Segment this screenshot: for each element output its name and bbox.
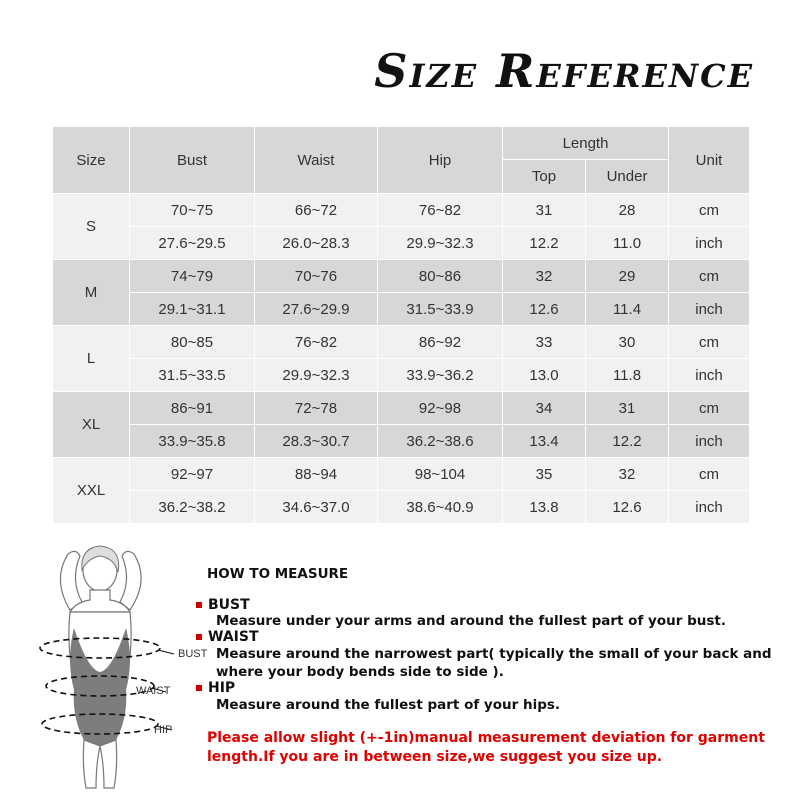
table-cell: 76~82	[255, 326, 378, 359]
table-cell: 34.6~37.0	[255, 491, 378, 524]
waist-section-title	[196, 629, 259, 645]
table-cell: 31.5~33.5	[130, 359, 255, 392]
table-cell: inch	[669, 359, 750, 392]
size-table	[52, 126, 750, 524]
table-row	[53, 260, 750, 293]
header-top: Top	[503, 160, 586, 194]
table-cell: inch	[669, 425, 750, 458]
header-bust: Bust	[130, 127, 255, 194]
table-cell: 70~75	[130, 194, 255, 227]
table-cell: 29.1~31.1	[130, 293, 255, 326]
size-cell: XL	[53, 392, 130, 458]
table-cell: 11.0	[586, 227, 669, 260]
table-row	[53, 227, 750, 260]
table-cell: 12.2	[503, 227, 586, 260]
table-cell: 28	[586, 194, 669, 227]
body-silhouette-icon	[30, 540, 210, 790]
table-row	[53, 425, 750, 458]
table-cell: 38.6~40.9	[378, 491, 503, 524]
waist-title-text: WAIST	[208, 629, 259, 645]
table-row	[53, 359, 750, 392]
page-title: Size Reference	[374, 44, 754, 98]
table-cell: cm	[669, 194, 750, 227]
table-cell: cm	[669, 392, 750, 425]
table-cell: 31.5~33.9	[378, 293, 503, 326]
table-cell: 31	[503, 194, 586, 227]
table-row	[53, 491, 750, 524]
table-cell: 86~91	[130, 392, 255, 425]
size-cell: S	[53, 194, 130, 260]
bust-description: Measure under your arms and around the fullest part of your bust.	[216, 613, 726, 629]
table-cell: 34	[503, 392, 586, 425]
table-row	[53, 293, 750, 326]
table-cell: 66~72	[255, 194, 378, 227]
size-cell: XXL	[53, 458, 130, 524]
size-cell: L	[53, 326, 130, 392]
table-cell: 12.2	[586, 425, 669, 458]
table-cell: 72~78	[255, 392, 378, 425]
hip-title-text: HIP	[208, 680, 236, 696]
table-cell: 32	[503, 260, 586, 293]
header-hip: Hip	[378, 127, 503, 194]
waist-description: Measure around the narrowest part( typically the small of your back and where your body bends side to side ).	[216, 646, 772, 680]
table-cell: 32	[586, 458, 669, 491]
table-cell: 86~92	[378, 326, 503, 359]
table-cell: inch	[669, 491, 750, 524]
table-cell: 36.2~38.2	[130, 491, 255, 524]
table-cell: 33.9~36.2	[378, 359, 503, 392]
table-cell: 36.2~38.6	[378, 425, 503, 458]
table-cell: 33.9~35.8	[130, 425, 255, 458]
table-cell: 11.4	[586, 293, 669, 326]
header-waist: Waist	[255, 127, 378, 194]
waist-label: WAIST	[136, 685, 171, 697]
table-cell: 13.0	[503, 359, 586, 392]
bust-section-title	[196, 597, 250, 613]
table-row	[53, 458, 750, 491]
table-cell: 26.0~28.3	[255, 227, 378, 260]
size-cell: M	[53, 260, 130, 326]
hip-section-title	[196, 680, 235, 696]
header-unit: Unit	[669, 127, 750, 194]
table-cell: cm	[669, 326, 750, 359]
table-cell: 92~97	[130, 458, 255, 491]
table-cell: inch	[669, 293, 750, 326]
table-cell: 92~98	[378, 392, 503, 425]
red-bullet-icon	[196, 602, 202, 608]
table-cell: inch	[669, 227, 750, 260]
table-cell: cm	[669, 260, 750, 293]
table-cell: 28.3~30.7	[255, 425, 378, 458]
table-cell: 27.6~29.5	[130, 227, 255, 260]
deviation-note: Please allow slight (+-1in)manual measurement deviation for garment length.If you are in between size,we suggest you size up.	[207, 730, 765, 765]
table-cell: cm	[669, 458, 750, 491]
table-cell: 27.6~29.9	[255, 293, 378, 326]
table-cell: 80~85	[130, 326, 255, 359]
header-under: Under	[586, 160, 669, 194]
table-cell: 76~82	[378, 194, 503, 227]
table-cell: 74~79	[130, 260, 255, 293]
header-size: Size	[53, 127, 130, 194]
table-cell: 33	[503, 326, 586, 359]
table-cell: 12.6	[503, 293, 586, 326]
body-figure	[30, 540, 210, 790]
table-cell: 31	[586, 392, 669, 425]
red-bullet-icon	[196, 634, 202, 640]
table-cell: 13.4	[503, 425, 586, 458]
how-to-measure-heading: HOW TO MEASURE	[207, 566, 349, 582]
header-length: Length	[503, 127, 669, 160]
table-cell: 80~86	[378, 260, 503, 293]
hip-label: HIP	[154, 724, 173, 736]
table-cell: 70~76	[255, 260, 378, 293]
table-cell: 29	[586, 260, 669, 293]
table-cell: 29.9~32.3	[378, 227, 503, 260]
bust-title-text: BUST	[208, 597, 250, 613]
table-cell: 13.8	[503, 491, 586, 524]
table-cell: 88~94	[255, 458, 378, 491]
table-cell: 11.8	[586, 359, 669, 392]
table-cell: 35	[503, 458, 586, 491]
table-cell: 29.9~32.3	[255, 359, 378, 392]
table-row	[53, 326, 750, 359]
table-cell: 98~104	[378, 458, 503, 491]
table-cell: 30	[586, 326, 669, 359]
table-cell: 12.6	[586, 491, 669, 524]
table-row	[53, 194, 750, 227]
red-bullet-icon	[196, 685, 202, 691]
hip-description: Measure around the fullest part of your hips.	[216, 697, 561, 713]
table-row	[53, 392, 750, 425]
bust-label: BUST	[178, 648, 208, 660]
